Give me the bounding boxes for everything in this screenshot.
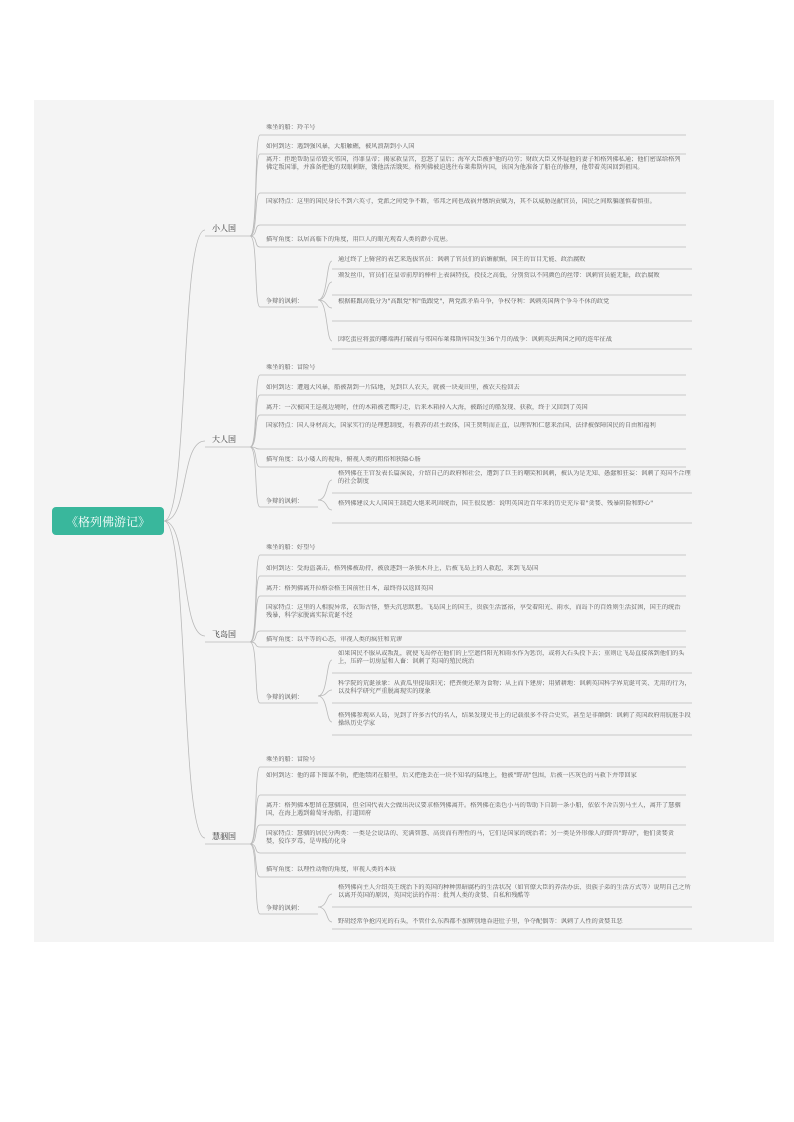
sub-link — [318, 500, 332, 510]
branch-item[interactable]: 离开：一次被国王巡视边境时，住的木箱被老鹰叼走，后来木箱掉入大海，被路过的船发现、获救，终于又回到了英国 — [266, 404, 588, 411]
root-branch-link — [164, 441, 205, 521]
branch-node[interactable]: 小人国 — [212, 224, 236, 233]
sub-link — [318, 696, 332, 722]
branch-item[interactable]: 离开：格列佛本想留在慧骃国，但全国代表大会做出决议要求格列佛离开。格列佛在栗色小马的帮助下自制一条小船，依依不舍告别马主人，离开了慧骃国，在海上遇到葡萄牙海船，打道回府 — [266, 802, 681, 818]
satire-item[interactable]: 野胡经常争抢闪光的石头，不管什么东西都不加辨别地吞进肚子里，争夺配偶等：讽刺了人性的贪婪丑恶 — [338, 918, 623, 925]
satire-group-label[interactable]: 争辩的讽刺： — [266, 298, 304, 305]
satire-item[interactable]: 根据鞋跟高低分为"高跟党"和"低跟党"，两党派矛盾斗争，争权夺利：讽刺英国两个争斗不休的政党 — [338, 298, 610, 305]
satire-group-label[interactable]: 争辩的讽刺： — [266, 905, 304, 912]
satire-item[interactable]: 格列佛建议大人国国王制造大炮来巩固统治，国王很反感：说明英国近百年来的历史充斥着"贪婪、残暴阴险和野心" — [338, 500, 654, 507]
branch-item[interactable]: 如何到达：他的部下图谋不轨，把他禁闭在船里，后又把他丢在一块不知名的陆地上，他被"野胡"包围，后被一匹灰色的马救下并带回家 — [266, 772, 637, 779]
satire-group-label[interactable]: 争辩的讽刺： — [266, 694, 304, 701]
root-node[interactable]: 《格列佛游记》 — [52, 507, 164, 535]
branch-item[interactable]: 国家特点：这里的国民身长不到六英寸，党派之间党争不断，邻邦之间也战祸并缴纳贡赋为，其不以威胁逞献官员，国民之间欺骗谨慎着慎重。 — [266, 198, 656, 205]
sub-link — [318, 907, 332, 922]
branch-item[interactable]: 离开：格列佛离开拉格奈格王国前往日本，最终得以返回英国 — [266, 585, 434, 592]
satire-item[interactable]: 如果国民不服从或叛乱，就使飞岛停在他们的上空遮挡阳光和雨水作为惩罚，或将大石头投下去；重则让飞岛直接落到他们的头上，压碎一切房屋和人畜：讽刺了英国的殖民统治 — [338, 650, 685, 666]
satire-item[interactable]: 因吃蛋应将蛋的哪端再打破而与邻国布莱弗斯库国发生36个月的战争：讽刺英法两国之间的连年征战 — [338, 336, 612, 343]
branch-node[interactable]: 飞岛国 — [212, 630, 236, 639]
satire-group-label[interactable]: 争辩的讽刺： — [266, 498, 304, 505]
item-link — [250, 642, 260, 703]
branch-item[interactable]: 国家特点：这里的人相貌异常，衣饰古怪，整天沉思默想。飞岛国上的国王，贵族生活富裕，享受着阳光、雨水，而岛下的百姓则生活贫困，国王的统治残暴，科学家脱离实际荒诞不经 — [266, 604, 681, 620]
branch-item[interactable]: 描写角度：以居高临下的角度，用巨人的眼光观看人类的渺小荒唐。 — [266, 236, 452, 243]
branch-item[interactable]: 如何到达：遭遇大风暴，船被刮到一片陆地，见到巨人农夫，就被一块麦田里，被农夫捡回去 — [266, 384, 520, 391]
branch-item[interactable]: 乘坐的船：羚羊号 — [266, 124, 316, 131]
satire-item[interactable]: 格列佛在王宫发表长篇演说，介绍自己的政府和社会，遭到了巨王的嘲笑和讽刺，被认为是无知、愚蠢和狂妄：讽刺了英国不合理的社会制度 — [338, 470, 691, 486]
branch-item[interactable]: 乘坐的船：冒险号 — [266, 364, 316, 371]
satire-item[interactable]: 格列佛向主人介绍英王统治下的英国的种种黑暗腐朽的生活状况（如官僚大臣的养活办法、贵族子弟的生活方式等）说明自己之所以离开英国的原因，英国宪法的作用：批判人类的贪婪、自私和残酷等 — [338, 884, 691, 900]
sub-link — [318, 894, 332, 907]
branch-item[interactable]: 乘坐的船：好望号 — [266, 544, 316, 551]
root-branch-link — [164, 521, 205, 636]
sub-link — [318, 282, 332, 300]
branch-item[interactable]: 国家特点：国人身材高大，国家实行的是理想制度，有教养的君主政体，国王贤明而正直，以理智和仁慈来治国，法律被保障国民的自由和福利 — [266, 422, 656, 429]
branch-item[interactable]: 乘坐的船：冒险号 — [266, 756, 316, 763]
sub-link — [318, 480, 332, 500]
satire-item[interactable]: 通过终了上骑营的表艺来选拔官员：讽刺了官员们的谄媚献媚，国王的盲目无能、政治腐败 — [338, 256, 586, 263]
satire-item[interactable]: 颁发丝巾，官员们在皇帝前厚的棒杆上表演特技，投技之高低，分别赏以不同颜色的丝带：讽刺官员能无耻，政治腐败 — [338, 272, 660, 279]
branch-node[interactable]: 大人国 — [212, 435, 236, 444]
satire-item[interactable]: 科学院的荒诞景象：从黄瓜里提取阳光；把粪便还原为食物；从上而下建房；用猪耕地：讽刺英国科学界荒诞可笑、无用的行为，以及科学研究严重脱离现实的现象 — [338, 680, 691, 696]
branch-item[interactable]: 国家特点：慧骃的居民分两类：一类是会说话的、充满智慧、高贵而有理性的马，它们是国家的统治者；另一类是外形像人的野兽"野胡"，他们贪婪贪婪，狡诈歹毒，是卑贱的化身 — [266, 830, 674, 846]
branch-item[interactable]: 描写角度：以理性动物的角度，审视人类的本质 — [266, 866, 396, 873]
branch-item[interactable]: 描写角度：以平等的心态，审视人类的疯狂和荒谬 — [266, 636, 403, 643]
branch-item[interactable]: 描写角度：以小矮人的视角，俯视人类的粗俗和狭隘心肠 — [266, 456, 421, 463]
item-link — [250, 447, 260, 507]
root-branch-link — [164, 230, 205, 521]
satire-item[interactable]: 格列佛参观巫人岛，见到了许多古代的名人，结果发现史书上的记载很多不符合史实，甚至是非颠倒：讽刺了英国政府用肮脏手段操纵历史学家 — [338, 712, 691, 728]
branch-item[interactable]: 离开：拒绝帮助皇帝毁灭邻国，得罪皇帝；揭家救皇宫，惹怒了皇后；海军大臣被护他的功劳；财政大臣又怀疑他的妻子和格列佛私通；他们密谋给格列佛定叛国罪，并准备把他的双眼刺瞎，饿他活活饿死。格列佛被迫逃往布莱弗斯库国，该国为他准备了船在的修理，他带着英国回到祖国。 — [266, 156, 681, 172]
sub-link — [318, 300, 332, 341]
root-branch-link — [164, 521, 205, 838]
branch-node[interactable]: 慧骃国 — [212, 832, 236, 841]
branch-item[interactable]: 如何到达：遇到强风暴，大船触礁，被风浪刮到小人国 — [266, 143, 415, 150]
branch-item[interactable]: 如何到达：受海盗袭击，格列佛被劫持，被放逐到一条独木舟上，后被飞岛上的人救起，来到飞岛国 — [266, 565, 539, 572]
